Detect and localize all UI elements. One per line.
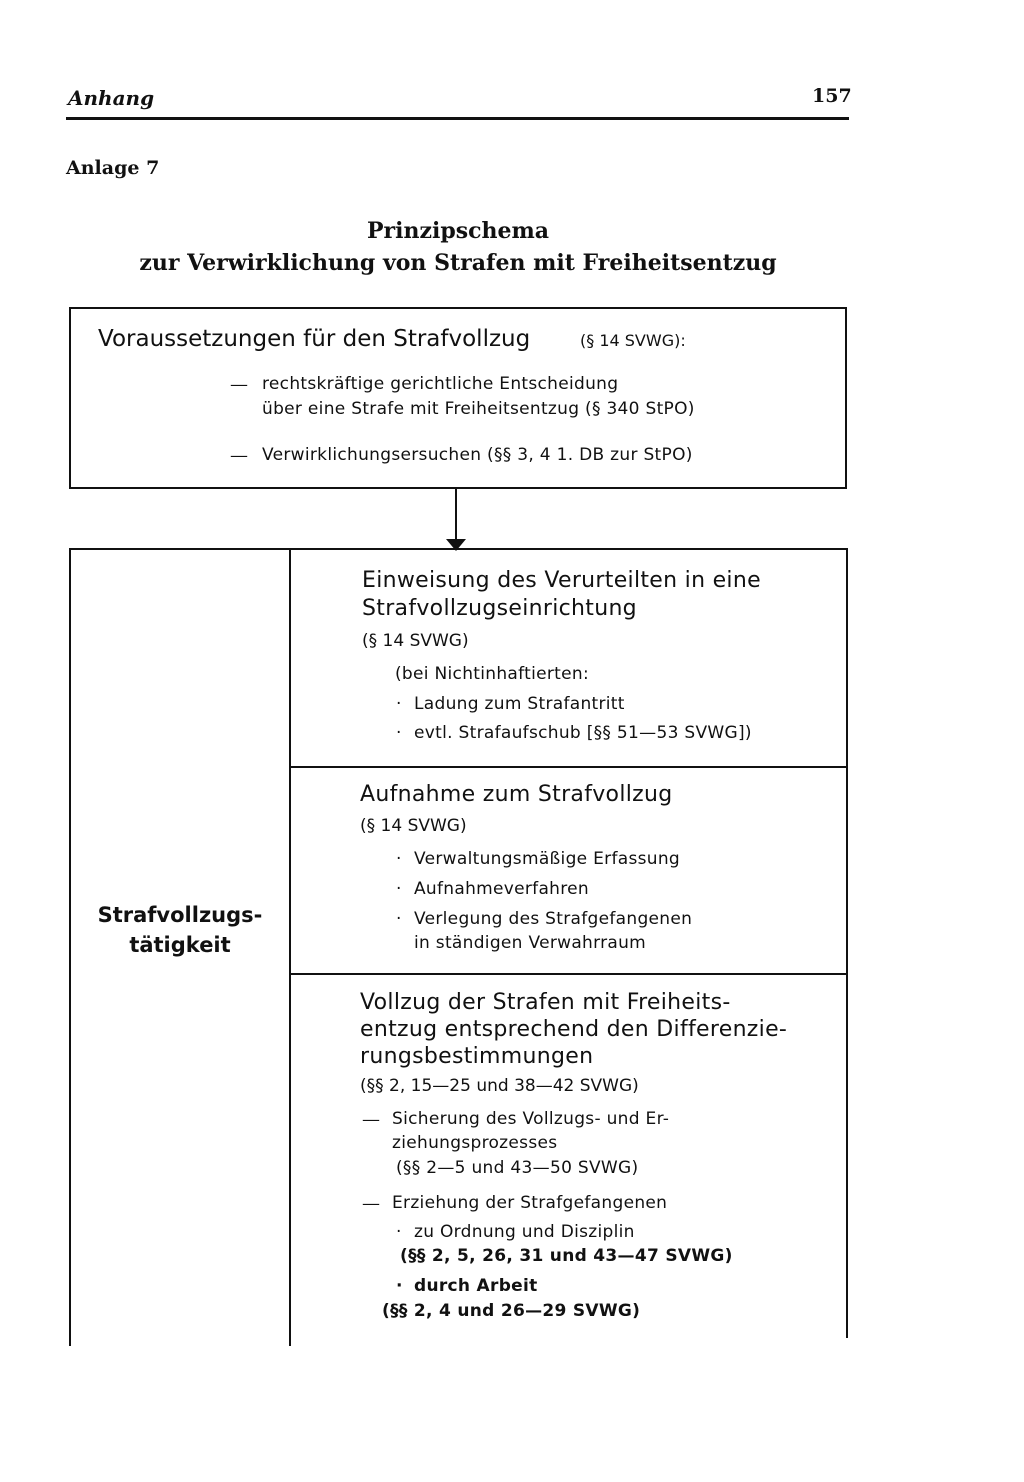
dash-marker: — [362,1193,380,1214]
prerequisite-item-1-line-2: über eine Strafe mit Freiheitsentzug (§ 340 StPO) [262,399,695,419]
section1-ref: (§ 14 SVWG) [362,631,469,651]
section-divider-1 [290,766,848,768]
section3-dash-1-line-1: Sicherung des Vollzugs- und Er- [392,1109,670,1129]
frame-middle-line [289,548,291,1346]
section2-bullet-2: Aufnahmeverfahren [414,879,590,899]
dash-marker: — [362,1109,380,1130]
section3-dash-1-ref: (§§ 2—5 und 43—50 SVWG) [396,1158,639,1178]
bullet-marker: · [396,1222,402,1242]
section3-dash-1-line-2: ziehungsprozesses [392,1133,558,1153]
page-number: 157 [812,85,852,107]
title-line-2: zur Verwirklichung von Strafen mit Freiheitsentzug [139,250,777,276]
section1-bullet-2: evtl. Strafaufschub [§§ 51—53 SVWG]) [414,723,752,743]
section3-dash-2-bullet-1-ref: (§§ 2, 5, 26, 31 und 43—47 SVWG) [400,1246,733,1266]
section3-dash-2-bullet-1: zu Ordnung und Disziplin [414,1222,635,1242]
prerequisites-heading-ref: (§ 14 SVWG): [580,331,686,350]
section3-dash-2-bullet-2-ref: (§§ 2, 4 und 26—29 SVWG) [382,1301,641,1321]
section1-bullet-1: Ladung zum Strafantritt [414,694,625,714]
activity-label: Strafvollzugs- tätigkeit [97,903,263,957]
bullet-marker: · [396,879,402,899]
flow-arrow-line [455,489,457,541]
section3-dash-2: Erziehung der Strafgefangenen [392,1193,668,1213]
section3-heading-line-1: Vollzug der Strafen mit Freiheits- [360,990,731,1015]
title-line-1: Prinzipschema [366,218,550,244]
section2-bullet-1: Verwaltungsmäßige Erfassung [414,849,681,869]
bullet-marker: · [396,849,402,869]
section2-ref: (§ 14 SVWG) [360,816,467,836]
appendix-label: Anlage 7 [66,157,160,179]
header-rule [66,117,849,120]
frame-right-line [846,548,848,1338]
bullet-marker: · [396,723,402,743]
section1-heading-line-1: Einweisung des Verurteilten in eine [362,568,761,593]
section1-heading-line-2: Strafvollzugseinrichtung [362,596,637,621]
dash-marker: — [230,445,248,466]
prerequisite-item-2: Verwirklichungsersuchen (§§ 3, 4 1. DB zur StPO) [262,445,693,465]
dash-marker: — [230,374,248,395]
bullet-marker: · [396,694,402,714]
section2-bullet-3-line-1: Verlegung des Strafgefangenen [414,909,693,929]
section3-ref: (§§ 2, 15—25 und 38—42 SVWG) [360,1076,639,1096]
running-header-section: Anhang [68,86,155,110]
prerequisite-item-1-line-1: rechtskräftige gerichtliche Entscheidung [262,374,619,394]
section2-heading: Aufnahme zum Strafvollzug [360,782,673,807]
section3-heading-line-2: entzug entsprechend den Differenzie- [360,1017,788,1042]
section1-note: (bei Nichtinhaftierten: [395,664,589,684]
prerequisites-heading: Voraussetzungen für den Strafvollzug [98,326,531,352]
bullet-marker: · [396,909,402,929]
section3-heading-line-3: rungsbestimmungen [360,1044,594,1069]
frame-top-line [69,548,848,550]
bullet-marker: · [396,1276,403,1296]
section3-dash-2-bullet-2: durch Arbeit [414,1276,538,1296]
frame-left-line [69,548,71,1346]
section2-bullet-3-line-2: in ständigen Verwahrraum [414,933,647,953]
section-divider-2 [290,973,848,975]
